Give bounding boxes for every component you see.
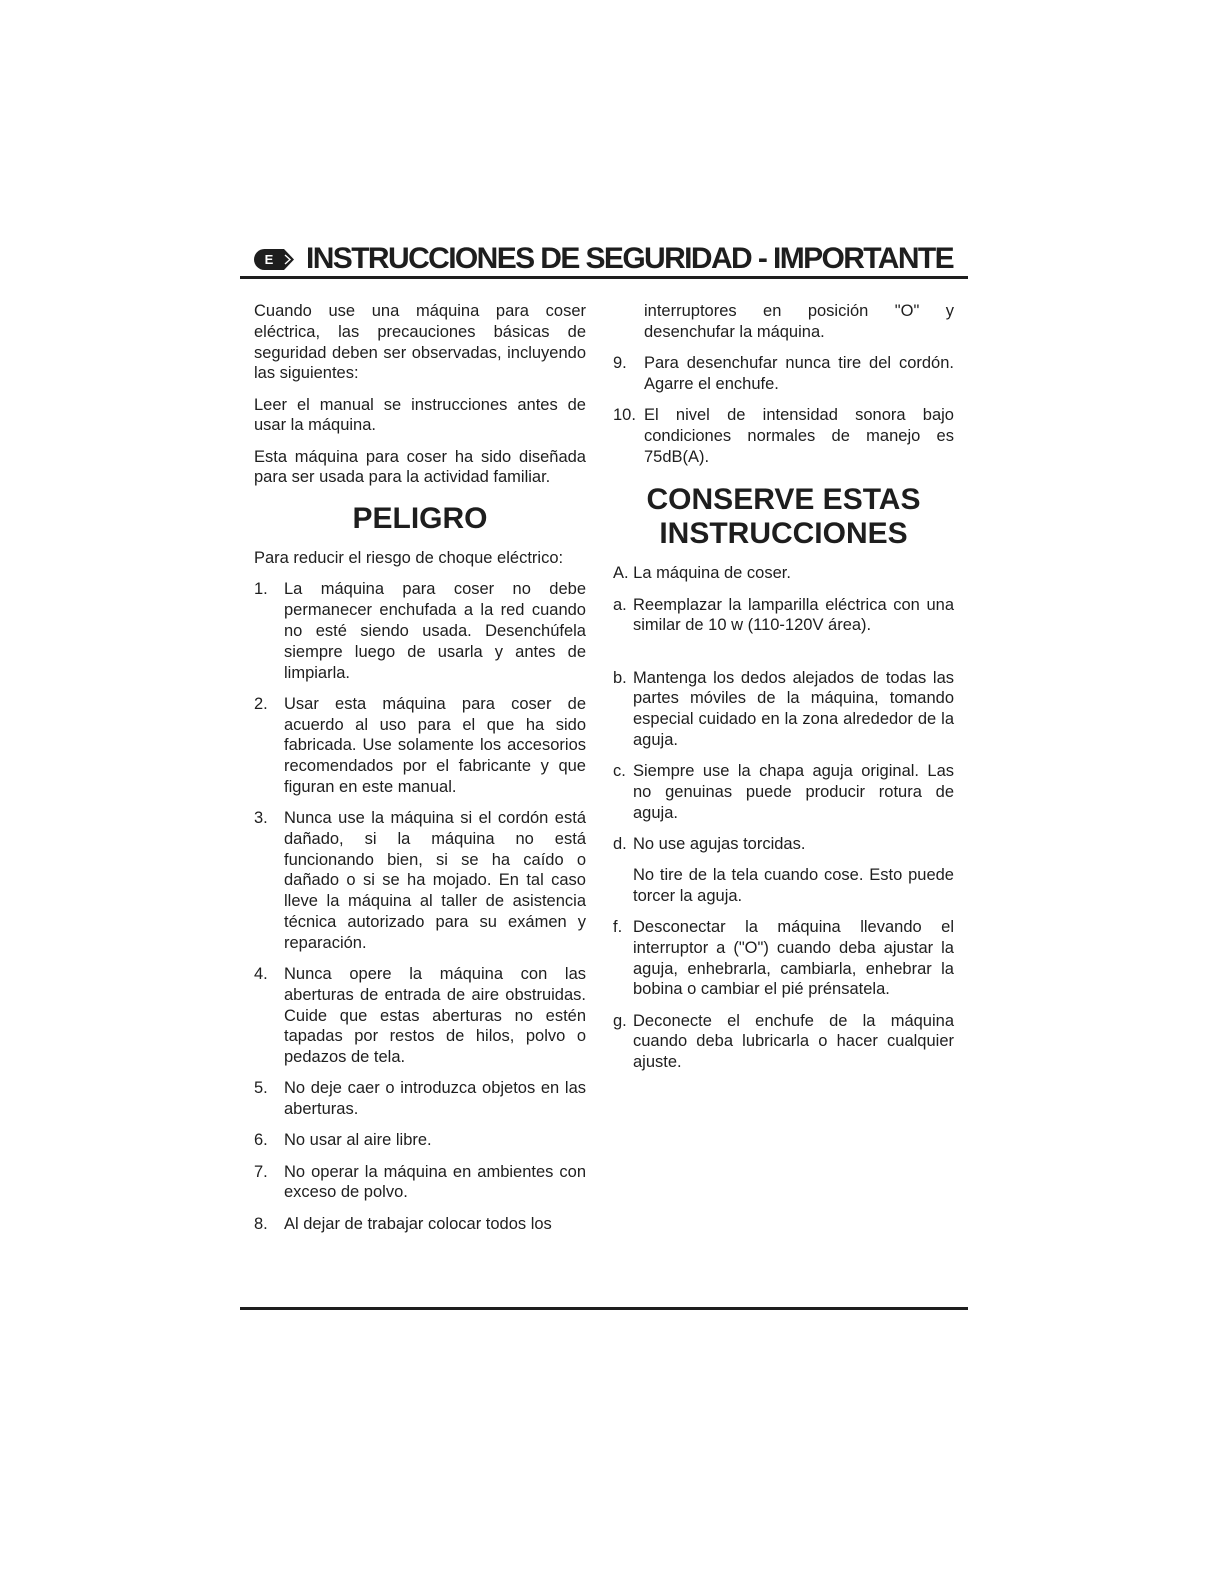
- left-column: [254, 301, 586, 1245]
- language-badge: [254, 249, 296, 270]
- list-item: No tire de la tela cuando cose. Esto puede torcer la aguja.: [633, 866, 954, 905]
- right-column: [613, 301, 954, 1083]
- list-item: 1. La máquina para coser no debe permanecer enchufada a la red cuando no esté siendo usada. Desenchúfela siempre luego de usarla y antes de limpiarla.: [254, 580, 586, 682]
- list-item: 3. Nunca use la máquina si el cordón está dañado, si la máquina no está funcionando bien, si se ha caído o dañado o si se ha mojado. En tal caso lleve la máquina al taller de asistencia técnica autorizado para su exámen y reparación.: [254, 809, 586, 952]
- bottom-rule: [240, 1307, 968, 1310]
- list-item: 2. Usar esta máquina para coser de acuerdo al uso para el que ha sido fabricada. Use solamente los accesorios recomendados por el fabricante y que figuran en este manual.: [254, 694, 586, 796]
- list-item: 8. Al dejar de trabajar colocar todos los: [254, 1214, 552, 1233]
- conserve-heading: CONSERVE ESTAS INSTRUCCIONES: [646, 483, 921, 551]
- list-item: g. Deconecte el enchufe de la máquina cuando deba lubricarla o hacer cualquier ajuste.: [613, 1011, 954, 1072]
- list-item: 10. El nivel de intensidad sonora bajo condiciones normales de manejo es 75dB(A).: [613, 405, 954, 466]
- list-item: 4. Nunca opere la máquina con las aberturas de entrada de aire obstruidas. Cuide que estas aberturas no estén tapadas por restos de hilos, polvo o pedazos de tela.: [254, 965, 586, 1067]
- intro-paragraph: Cuando use una máquina para coser eléctrica, las precauciones básicas de seguridad deben ser observadas, incluyendo las siguientes:: [254, 302, 586, 383]
- list-item: 5. No deje caer o introduzca objetos en las aberturas.: [254, 1079, 586, 1119]
- page-title: INSTRUCCIONES DE SEGURIDAD - IMPORTANTE: [306, 242, 954, 275]
- list-item: c. Siempre use la chapa aguja original. Las no genuinas puede producir rotura de aguja.: [613, 762, 954, 822]
- page-header: [240, 240, 968, 278]
- top-rule: [240, 276, 968, 279]
- manual-paragraph: Leer el manual se instrucciones antes de usar la máquina.: [254, 395, 586, 435]
- list-item: 6. No usar al aire libre.: [254, 1131, 432, 1150]
- machine-subheading: A. La máquina de coser.: [613, 564, 791, 583]
- list-item: 7. No operar la máquina en ambientes con exceso de polvo.: [254, 1162, 586, 1202]
- peligro-heading: PELIGRO: [352, 502, 488, 536]
- usage-paragraph: Esta máquina para coser ha sido diseñada para ser usada para la actividad familiar.: [254, 447, 586, 487]
- item-8-continuation: interruptores en posición "O" y desenchufar la máquina.: [644, 302, 954, 341]
- list-item: 9. Para desenchufar nunca tire del cordón. Agarre el enchufe.: [613, 353, 954, 393]
- list-item: f. Desconectar la máquina llevando el interruptor a ("O") cuando deba ajustar la aguja, enhebrarla, cambiarla, enhebrar la bobina o cambiar el pié prénsatela.: [613, 918, 954, 999]
- list-item: d. No use agujas torcidas.: [613, 834, 806, 853]
- peligro-intro: Para reducir el riesgo de choque eléctrico:: [254, 549, 564, 568]
- list-item: b. Mantenga los dedos alejados de todas las partes móviles de la máquina, tomando especial cuidado en la zona alrededor de la aguja.: [613, 668, 954, 749]
- language-letter: E: [264, 251, 274, 267]
- list-item: a. Reemplazar la lamparilla eléctrica con una similar de 10 w (110-120V área).: [613, 595, 954, 635]
